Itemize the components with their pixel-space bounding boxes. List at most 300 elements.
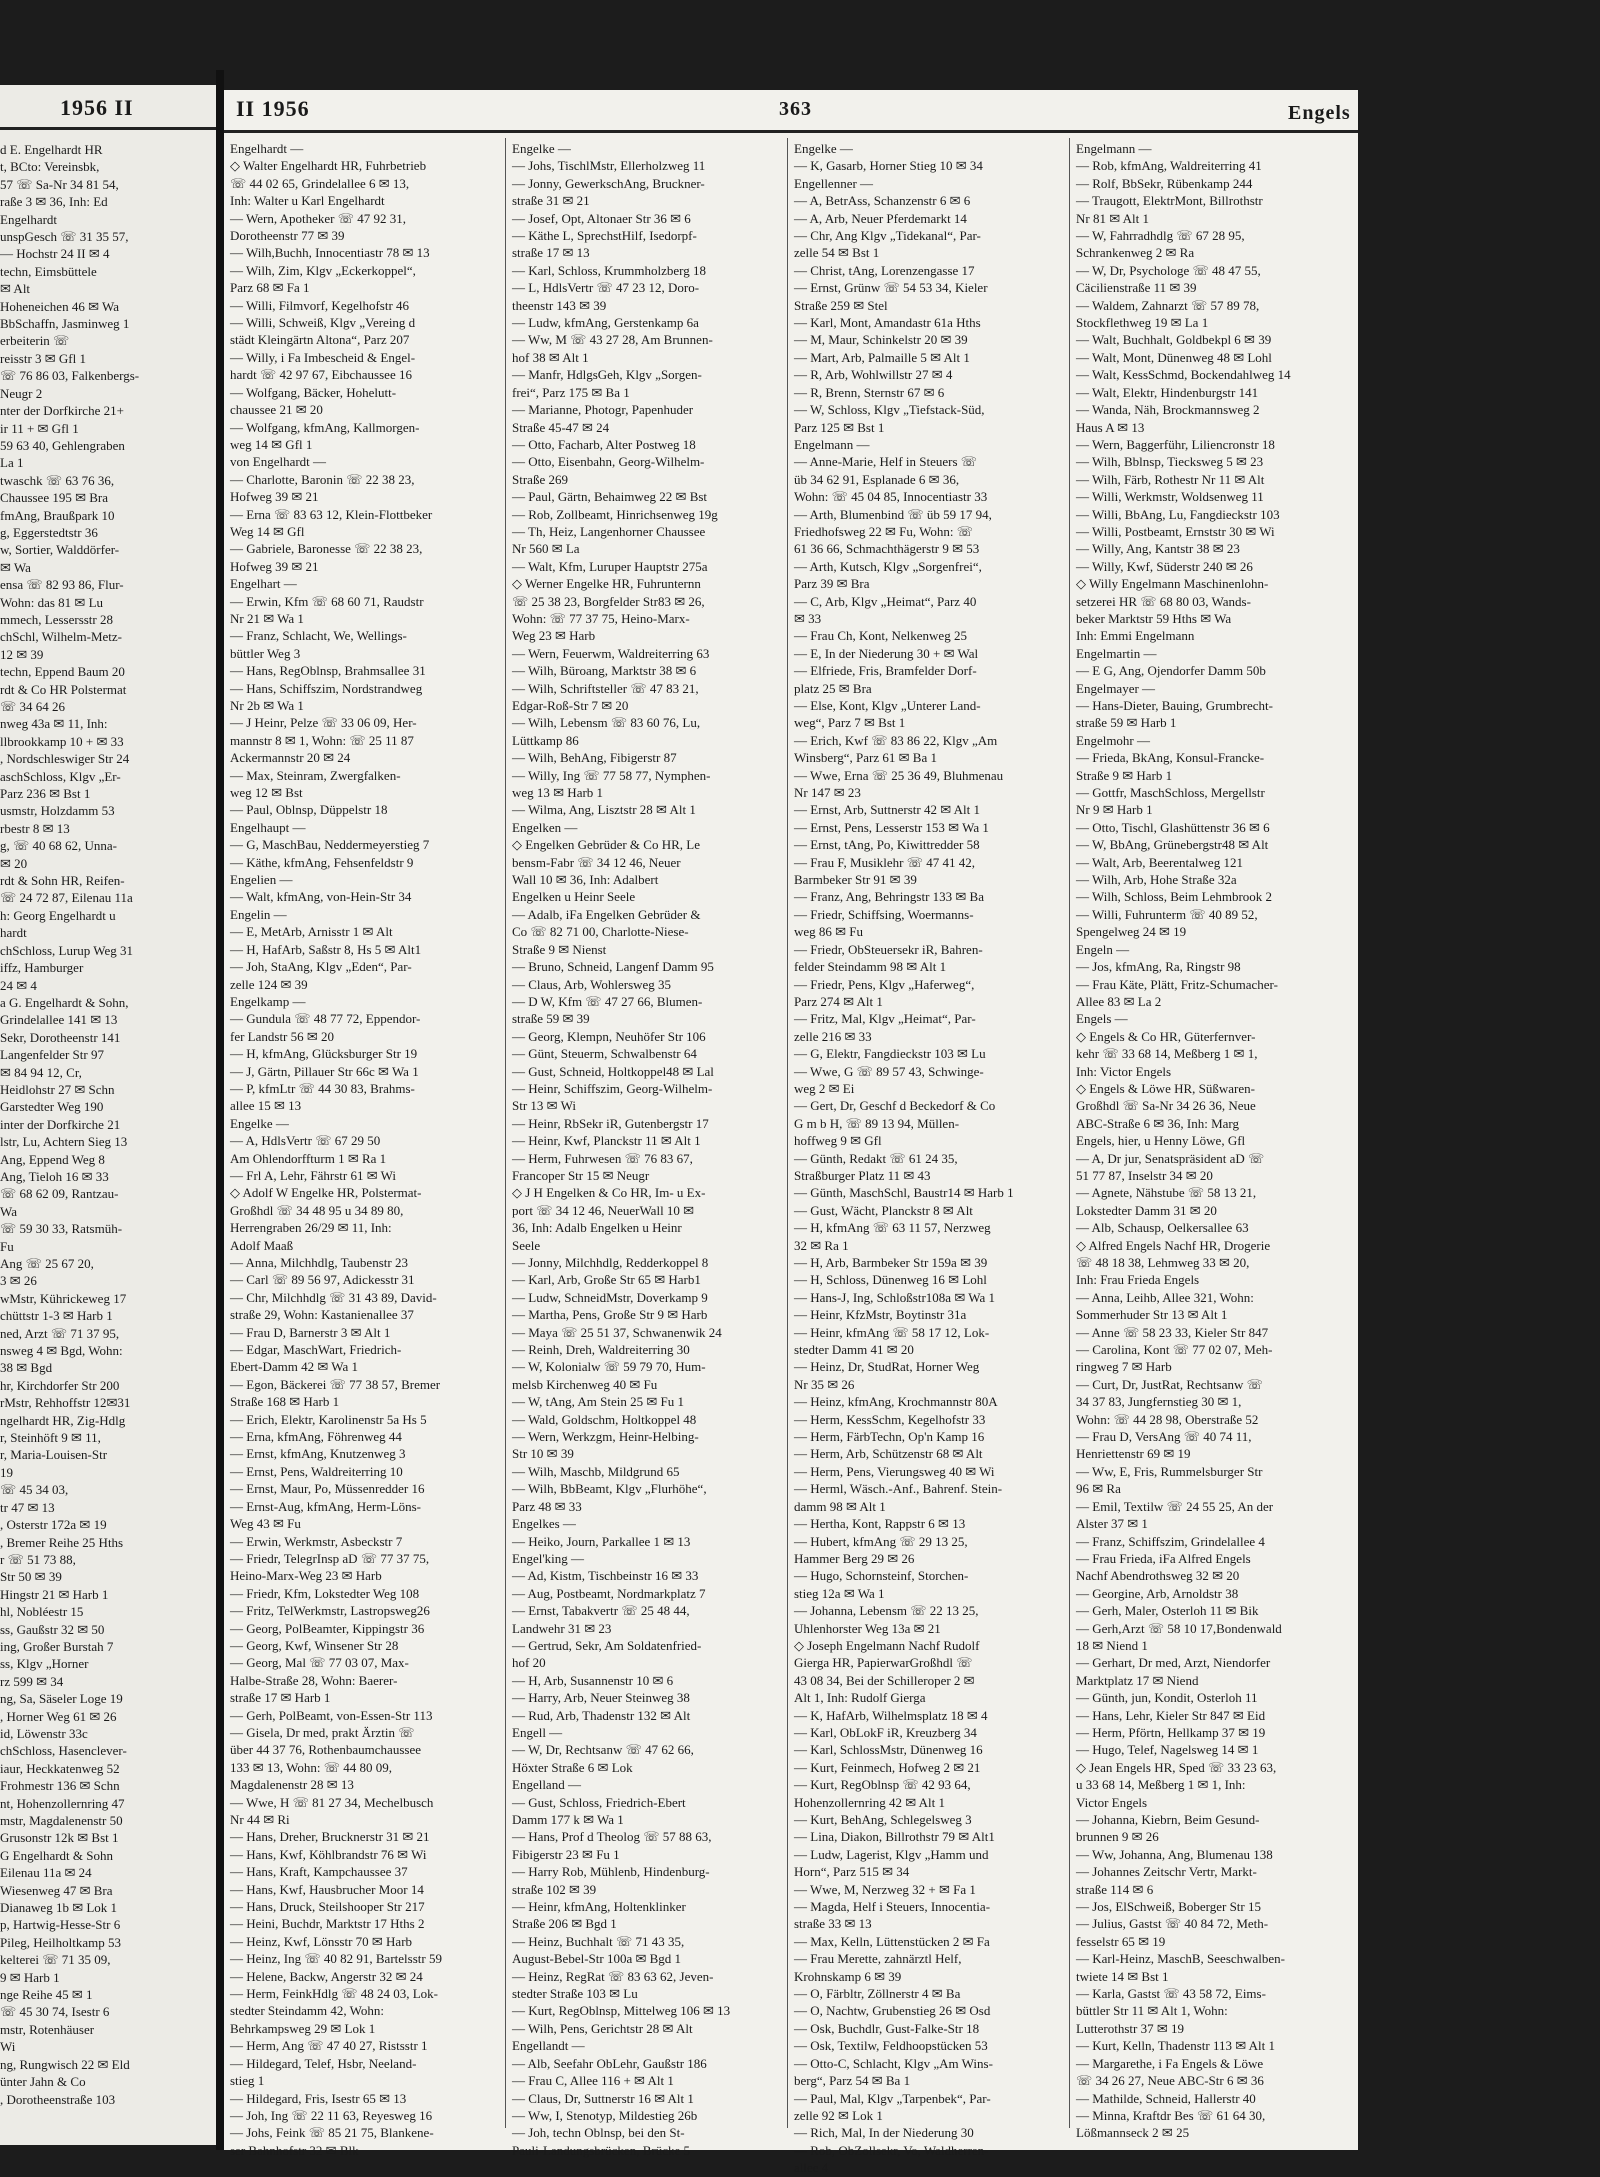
directory-line: theenstr 143 ✉ 39 bbox=[512, 297, 607, 313]
directory-line: — Heinr, kfmAng ☏ 58 17 12, Lok- bbox=[794, 1324, 990, 1340]
directory-line: — Wern, Baggerführ, Liliencronstr 18 bbox=[1076, 436, 1275, 452]
directory-line: rdt & Sohn HR, Reifen- bbox=[0, 873, 125, 889]
directory-line: chSchloss, Hasenclever- bbox=[0, 1743, 127, 1759]
directory-line: zelle 216 ✉ 33 bbox=[794, 1028, 872, 1044]
directory-line: techn, Eimsbüttele bbox=[0, 263, 97, 279]
directory-line: — G, MaschBau, Neddermeyerstieg 7 bbox=[230, 837, 430, 853]
directory-line: Weg 23 ✉ Harb bbox=[512, 628, 596, 644]
directory-line: — Heinz, Dr, StudRat, Horner Weg bbox=[794, 1359, 980, 1375]
directory-line: ◇ Willy Engelmann Maschinenlohn- bbox=[1076, 576, 1269, 592]
directory-line: — Ernst-Aug, kfmAng, Herm-Löns- bbox=[230, 1498, 421, 1514]
directory-line: ss, Klgv „Horner bbox=[0, 1656, 89, 1672]
directory-line: ◇ Adolf W Engelke HR, Polstermat- bbox=[230, 1185, 422, 1201]
directory-line: — Ad, Kistm, Tischbeinstr 16 ✉ 33 bbox=[512, 1568, 699, 1584]
directory-line: mstr, Rotenhäuser bbox=[0, 2021, 95, 2037]
directory-line: — Joh, StaAng, Klgv „Eden“, Par- bbox=[230, 959, 412, 975]
directory-line: weg 86 ✉ Fu bbox=[794, 924, 864, 940]
directory-line: — Wwe, M, Nerzweg 32 + ✉ Fa 1 bbox=[794, 1881, 976, 1897]
left-page bbox=[0, 85, 216, 2145]
directory-line: hr, Kirchdorfer Str 200 bbox=[0, 1377, 120, 1393]
directory-line: ing, Großer Burstah 7 bbox=[0, 1638, 114, 1654]
directory-line: chSchl, Wilhelm-Metz- bbox=[0, 629, 122, 645]
directory-line: — Käthe, kfmAng, Fehsenfeldstr 9 bbox=[230, 854, 414, 870]
directory-line: — Frau F, Musiklehr ☏ 47 41 42, bbox=[794, 854, 975, 870]
directory-line: — Magda, Helf i Steuers, Innocentia- bbox=[794, 1899, 991, 1915]
directory-line: nweg 43a ✉ 11, Inh: bbox=[0, 716, 108, 732]
directory-line: — W, Fahrradhdlg ☏ 67 28 95, bbox=[1076, 228, 1245, 244]
directory-line: — Walt, Mont, Dünenweg 48 ✉ Lohl bbox=[1076, 349, 1272, 365]
directory-line: g, Eggerstedtstr 36 bbox=[0, 524, 98, 540]
directory-line: — M, Maur, Schinkelstr 20 ✉ 39 bbox=[794, 332, 968, 348]
directory-line: Alt 1, Inh: Rudolf Gierga bbox=[794, 1690, 926, 1706]
directory-line: — Adalb, iFa Engelken Gebrüder & bbox=[512, 906, 701, 922]
directory-line: berg“, Parz 54 ✉ Ba 1 bbox=[794, 2073, 911, 2089]
directory-line: Henriettenstr 69 ✉ 19 bbox=[1076, 1446, 1191, 1462]
directory-line: — Ludw, kfmAng, Gerstenkamp 6a bbox=[512, 315, 699, 331]
directory-line: — Johs, TischlMstr, Ellerholzweg 11 bbox=[512, 158, 706, 174]
directory-line: Dorotheenstr 77 ✉ 39 bbox=[230, 228, 345, 244]
directory-line: Straße 168 ✉ Harb 1 bbox=[230, 1394, 340, 1410]
directory-line: — Heinz, kfmAng, Krochmannstr 80A bbox=[794, 1394, 998, 1410]
directory-line: — Wern, Apotheker ☏ 47 92 31, bbox=[230, 210, 407, 226]
directory-line: Engels, hier, u Henny Löwe, Gfl bbox=[1076, 1133, 1246, 1149]
directory-line: , Osterstr 172a ✉ 19 bbox=[0, 1517, 107, 1533]
directory-line: — Mathilde, Schneid, Hallerstr 40 bbox=[1076, 2090, 1256, 2106]
directory-line: Straße 9 ✉ Nienst bbox=[512, 941, 607, 957]
directory-line: inter der Dorfkirche 21 bbox=[0, 1116, 121, 1132]
directory-line: ◇ Engels & Löwe HR, Süßwaren- bbox=[1076, 1080, 1255, 1096]
directory-line: straße 17 ✉ Harb 1 bbox=[230, 1690, 331, 1706]
directory-line: llbrookkamp 10 + ✉ 33 bbox=[0, 733, 124, 749]
directory-line: kelterei ☏ 71 35 09, bbox=[0, 1952, 111, 1968]
directory-line: Wi bbox=[0, 2039, 16, 2055]
directory-line: Krohnskamp 6 ✉ 39 bbox=[794, 1968, 902, 1984]
directory-line: Str 10 ✉ 39 bbox=[512, 1446, 574, 1462]
directory-line: — Alb, Schausp, Oelkersallee 63 bbox=[1076, 1220, 1249, 1236]
directory-line: — Anna, Leihb, Allee 321, Wohn: bbox=[1076, 1289, 1254, 1305]
directory-line: — Franz, Schiffszim, Grindelallee 4 bbox=[1076, 1533, 1265, 1549]
directory-line: Dianaweg 1b ✉ Lok 1 bbox=[0, 1900, 118, 1916]
directory-line: — Ludw, Lagerist, Klgv „Hamm und bbox=[794, 1846, 989, 1862]
directory-line: — Willi, Fuhrunterm ☏ 40 89 52, bbox=[1076, 906, 1258, 922]
directory-line: — Ernst, tAng, Po, Kiwittredder 58 bbox=[794, 837, 980, 853]
directory-line: — Karl, Mont, Amandastr 61a Hths bbox=[794, 315, 981, 331]
directory-line: Engelkes — bbox=[512, 1516, 576, 1532]
directory-line: — Harry Rob, Mühlenb, Hindenburg- bbox=[512, 1864, 710, 1880]
directory-line: — Frau Frieda, iFa Alfred Engels bbox=[1076, 1550, 1251, 1566]
directory-line: — Wilh, Büroang, Marktstr 38 ✉ 6 bbox=[512, 663, 697, 679]
directory-line: Inh: Walter u Karl Engelhardt bbox=[230, 193, 385, 209]
directory-line: Weg 43 ✉ Fu bbox=[230, 1516, 301, 1532]
column-divider bbox=[787, 138, 788, 2128]
directory-line: Engelke — bbox=[512, 141, 571, 156]
directory-line: — Otto-C, Schlacht, Klgv „Am Wins- bbox=[794, 2055, 993, 2071]
directory-line: — Johannes Zeitschr Vertr, Markt- bbox=[1076, 1864, 1257, 1880]
directory-line: Wohn: das 81 ✉ Lu bbox=[0, 594, 104, 610]
directory-line: — A, Dr jur, Senatspräsident aD ☏ bbox=[1076, 1150, 1265, 1166]
directory-line: nsweg 4 ✉ Bgd, Wohn: bbox=[0, 1343, 123, 1359]
directory-line: — Gabriele, Baronesse ☏ 22 38 23, bbox=[230, 541, 423, 557]
directory-line: Ang ☏ 25 67 20, bbox=[0, 1256, 94, 1271]
directory-line: ng, Rungwisch 22 ✉ Eld bbox=[0, 2056, 130, 2072]
directory-line: — Ww, M ☏ 43 27 28, Am Brunnen- bbox=[512, 332, 713, 348]
directory-line: — Jos, kfmAng, Ra, Ringstr 98 bbox=[1076, 959, 1241, 975]
directory-line: h: Georg Engelhardt u bbox=[0, 907, 116, 923]
directory-line: — Wilh, Arb, Hohe Straße 32a bbox=[1076, 872, 1237, 888]
directory-line: 12 ✉ 39 bbox=[0, 646, 44, 662]
directory-line: Wall 10 ✉ 36, Inh: Adalbert bbox=[512, 872, 659, 888]
directory-line: ✉ 20 bbox=[0, 855, 28, 871]
directory-line: — Herm, Arb, Schützenstr 68 ✉ Alt bbox=[794, 1446, 983, 1462]
directory-line: — Gerh,Arzt ☏ 58 10 17,Bondenwald bbox=[1076, 1620, 1282, 1636]
directory-line: , Nordschleswiger Str 24 bbox=[0, 751, 130, 767]
directory-line: — Rich, Mal, In der Niederung 30 bbox=[794, 2125, 974, 2141]
directory-line: Frohmestr 136 ✉ Schn bbox=[0, 1778, 120, 1794]
directory-line: — Carl ☏ 89 56 97, Adickesstr 31 bbox=[230, 1272, 415, 1288]
directory-line: r ☏ 51 73 88, bbox=[0, 1551, 76, 1567]
left-header-rule bbox=[0, 127, 216, 130]
directory-line: brunnen 9 ✉ 26 bbox=[1076, 1829, 1159, 1845]
directory-line: — Gundula ☏ 48 77 72, Eppendor- bbox=[230, 1011, 421, 1027]
directory-line: — Heinr, Schiffszim, Georg-Wilhelm- bbox=[512, 1080, 713, 1096]
directory-line: — Heinr, kfmAng, Holtenklinker bbox=[512, 1899, 686, 1915]
directory-line: Straße 259 ✉ Stel bbox=[794, 297, 888, 313]
directory-line: wMstr, Kührickeweg 17 bbox=[0, 1290, 127, 1306]
directory-line: — D W, Kfm ☏ 47 27 66, Blumen- bbox=[512, 993, 703, 1009]
directory-line: — K, HafArb, Wilhelmsplatz 18 ✉ 4 bbox=[794, 1707, 988, 1723]
directory-line: — Anne ☏ 58 23 33, Kieler Str 847 bbox=[1076, 1324, 1269, 1340]
directory-line: — Charlotte, Baronin ☏ 22 38 23, bbox=[230, 471, 415, 487]
directory-line: rdt & Co HR Polstermat bbox=[0, 681, 127, 697]
directory-line: Parz 125 ✉ Bst 1 bbox=[794, 419, 885, 435]
directory-line: ◇ Alfred Engels Nachf HR, Drogerie bbox=[1076, 1237, 1271, 1253]
directory-line: — Hildegard, Telef, Hsbr, Neeland- bbox=[230, 2055, 417, 2071]
directory-line: — Agnete, Nähstube ☏ 58 13 21, bbox=[1076, 1185, 1257, 1201]
directory-line: — Friedr, TelegrInsp aD ☏ 77 37 75, bbox=[230, 1550, 430, 1566]
directory-line: — Ernst, Arb, Suttnerstr 42 ✉ Alt 1 bbox=[794, 802, 981, 818]
directory-column-4 bbox=[1076, 140, 1354, 2140]
directory-line: Parz 48 ✉ 33 bbox=[512, 1498, 582, 1514]
directory-line: Uhlenhorster Weg 13a ✉ 21 bbox=[794, 1620, 941, 1636]
directory-line: fmAng, Braußpark 10 bbox=[0, 507, 115, 523]
directory-line: — Chr, Ang Klgv „Tidekanal“, Par- bbox=[794, 228, 981, 244]
directory-line: büttler Weg 3 bbox=[230, 645, 301, 661]
directory-line: Haus A ✉ 13 bbox=[1076, 419, 1145, 435]
directory-line: Hohenzollernring 42 ✉ Alt 1 bbox=[794, 1794, 945, 1810]
directory-line: — A, Arb, Neuer Pferdemarkt 14 bbox=[794, 210, 967, 226]
directory-line: ☏ 25 38 23, Borgfelder Str83 ✉ 26, bbox=[512, 593, 705, 609]
directory-line: — Wolfgang, Bäcker, Hohelutt- bbox=[230, 384, 397, 400]
directory-line: — Gust, Wächt, Planckstr 8 ✉ Alt bbox=[794, 1202, 973, 1218]
directory-line: Nr 9 ✉ Harb 1 bbox=[1076, 802, 1153, 818]
directory-line: — E G, Ang, Ojendorfer Damm 50b bbox=[1076, 663, 1266, 679]
directory-line: fesselstr 65 ✉ 19 bbox=[1076, 1933, 1166, 1949]
directory-line: mmech, Lessersstr 28 bbox=[0, 611, 114, 627]
directory-line: Pauli-Landungsbrücken, Brücke 5 bbox=[512, 2142, 690, 2158]
directory-line: BbSchaffn, Jasminweg 1 bbox=[0, 316, 130, 332]
directory-line: — Hans, Kwf, Köhlbrandstr 76 ✉ Wi bbox=[230, 1846, 427, 1862]
directory-line: Ang, Tieloh 16 ✉ 33 bbox=[0, 1168, 109, 1184]
directory-line: — Wilh, Maschb, Mildgrund 65 bbox=[512, 1463, 680, 1479]
directory-line: — Karl, Arb, Große Str 65 ✉ Harb1 bbox=[512, 1272, 701, 1288]
directory-line: G Engelhardt & Sohn bbox=[0, 1847, 114, 1863]
directory-column-2 bbox=[512, 140, 784, 2158]
directory-line: — Karl, Schloss, Krummholzberg 18 bbox=[512, 262, 707, 278]
directory-line: Co ☏ 82 71 00, Charlotte-Niese- bbox=[512, 924, 689, 940]
directory-line: 34 37 83, Jungfernstieg 30 ✉ 1, bbox=[1076, 1394, 1242, 1410]
directory-line: — Mart, Arb, Palmaille 5 ✉ Alt 1 bbox=[794, 349, 970, 365]
directory-line: 51 77 87, Inselstr 34 ✉ 20 bbox=[1076, 1167, 1213, 1183]
directory-line: — Willi, Werkmstr, Woldsenweg 11 bbox=[1076, 489, 1264, 505]
directory-line: Magdalenenstr 28 ✉ 13 bbox=[230, 1777, 354, 1793]
directory-line: — Heinr, KfzMstr, Boytinstr 31a bbox=[794, 1307, 967, 1323]
directory-line: Eilenau 11a ✉ 24 bbox=[0, 1865, 92, 1881]
directory-line: ◇ Engelken Gebrüder & Co HR, Le bbox=[512, 837, 700, 853]
directory-line: d E. Engelhardt HR bbox=[0, 142, 103, 157]
directory-line: Ebert-Damm 42 ✉ Wa 1 bbox=[230, 1359, 359, 1375]
directory-line: — Günth, Redakt ☏ 61 24 35, bbox=[794, 1150, 958, 1166]
directory-line: — Frieda, BkAng, Konsul-Francke- bbox=[1076, 750, 1265, 766]
directory-line: Weg 14 ✉ Gfl bbox=[230, 523, 305, 539]
directory-line: — Friedr, Pens, Klgv „Haferweg“, bbox=[794, 976, 975, 992]
directory-line: Heino-Marx-Weg 23 ✉ Harb bbox=[230, 1568, 382, 1584]
directory-line: raße 3 ✉ 36, Inh: Ed bbox=[0, 194, 108, 210]
directory-line: — Johs, Feink ☏ 85 21 75, Blankene- bbox=[230, 2125, 434, 2141]
directory-line: — Willy, i Fa Imbescheid & Engel- bbox=[230, 349, 416, 365]
directory-line: nt, Hohenzollernring 47 bbox=[0, 1795, 125, 1811]
directory-line: Sommerhuder Str 13 ✉ Alt 1 bbox=[1076, 1307, 1228, 1323]
directory-line: — Hans, Schiffszim, Nordstrandweg bbox=[230, 680, 423, 696]
directory-line: — Heinr, RbSekr iR, Gutenbergstr 17 bbox=[512, 1115, 709, 1131]
directory-line: Parz 236 ✉ Bst 1 bbox=[0, 786, 91, 802]
directory-line: 43 08 34, Bei der Schilleroper 2 ✉ bbox=[794, 1672, 975, 1688]
directory-line: felder Steindamm 98 ✉ Alt 1 bbox=[794, 959, 947, 975]
directory-line: Parz 39 ✉ Bra bbox=[794, 576, 870, 592]
directory-line: fer Landstr 56 ✉ 20 bbox=[230, 1028, 335, 1044]
directory-line: Straße 269 bbox=[512, 471, 568, 487]
directory-line: — Arth, Kutsch, Klgv „Sorgenfrei“, bbox=[794, 558, 982, 574]
directory-line: stieg 12a ✉ Wa 1 bbox=[794, 1585, 885, 1601]
directory-column-3 bbox=[794, 140, 1066, 2176]
directory-line: — Heinz, Kwf, Lönsstr 70 ✉ Harb bbox=[230, 1933, 413, 1949]
directory-line: von Engelhardt — bbox=[230, 454, 327, 470]
directory-line: — H, kfmAng, Glücksburger Str 19 bbox=[230, 1046, 418, 1062]
directory-line: — Harry, Arb, Neuer Steinweg 38 bbox=[512, 1690, 690, 1706]
directory-line: Inh: Victor Engels bbox=[1076, 1063, 1172, 1079]
directory-line: — Aug, Postbeamt, Nordmarkplatz 7 bbox=[512, 1585, 706, 1601]
directory-line: 61 36 66, Schmachthägerstr 9 ✉ 53 bbox=[794, 541, 980, 557]
directory-line: — Kurt, Kelln, Thadenstr 113 ✉ Alt 1 bbox=[1076, 2038, 1276, 2054]
directory-line: 9 ✉ Harb 1 bbox=[0, 1969, 60, 1985]
directory-line: — Traugott, ElektrMont, Billrothstr bbox=[1076, 193, 1263, 209]
directory-line: — Käthe L, SprechstHilf, Isedorpf- bbox=[512, 228, 697, 244]
directory-line: — Georg, Mal ☏ 77 03 07, Max- bbox=[230, 1655, 409, 1671]
page-number: 363 bbox=[779, 98, 812, 120]
directory-line: ☏ 59 30 33, Ratsmüh- bbox=[0, 1221, 123, 1237]
directory-line: — Willi, Schweiß, Klgv „Vereing d bbox=[230, 315, 416, 331]
directory-line: Victor Engels bbox=[1076, 1794, 1148, 1810]
directory-line: t, BCto: Vereinsbk, bbox=[0, 159, 100, 175]
directory-line: üb 34 62 91, Esplanade 6 ✉ 36, bbox=[794, 471, 960, 487]
directory-line: — Frau Käte, Plätt, Fritz-Schumacher- bbox=[1076, 976, 1278, 992]
directory-line: Straße 45-47 ✉ 24 bbox=[512, 419, 610, 435]
directory-line: — Walt, KessSchmd, Bockendahlweg 14 bbox=[1076, 367, 1291, 383]
directory-line: — Herm, Ang ☏ 47 40 27, Ristsstr 1 bbox=[230, 2038, 428, 2054]
directory-line: ned, Arzt ☏ 71 37 95, bbox=[0, 1325, 120, 1341]
directory-line: — Ww, Johanna, Ang, Blumenau 138 bbox=[1076, 1846, 1273, 1862]
directory-line: Parz 274 ✉ Alt 1 bbox=[794, 993, 883, 1009]
directory-line: — W, Kolonialw ☏ 59 79 70, Hum- bbox=[512, 1359, 706, 1375]
directory-line: — Herm, FärbTechn, Op'n Kamp 16 bbox=[794, 1429, 985, 1445]
directory-line: ◇ J H Engelken & Co HR, Im- u Ex- bbox=[512, 1185, 706, 1201]
directory-line: — Erich, Kwf ☏ 83 86 22, Klgv „Am bbox=[794, 732, 998, 748]
directory-line: — Willy, Kwf, Süderstr 240 ✉ 26 bbox=[1076, 558, 1253, 574]
directory-line: — Heiko, Journ, Parkallee 1 ✉ 13 bbox=[512, 1533, 691, 1549]
directory-line: — Jonny, GewerkschAng, Bruckner- bbox=[512, 175, 705, 191]
directory-line: Schrankenweg 2 ✉ Ra bbox=[1076, 245, 1195, 261]
directory-line: port ☏ 34 12 46, NeuerWall 10 ✉ bbox=[512, 1202, 695, 1218]
directory-line: stedter Steindamm 42, Wohn: bbox=[230, 2003, 384, 2019]
directory-line: — Erna, kfmAng, Föhrenweg 44 bbox=[230, 1429, 402, 1445]
directory-line: — Willi, Filmvorf, Kegelhofstr 46 bbox=[230, 297, 410, 313]
directory-line: ringweg 7 ✉ Harb bbox=[1076, 1359, 1172, 1375]
directory-line: — Hans, Dreher, Brucknerstr 31 ✉ 21 bbox=[230, 1829, 430, 1845]
directory-line: r, Steinhöft 9 ✉ 11, bbox=[0, 1430, 101, 1446]
directory-line: — Gerhart, Dr med, Arzt, Niendorfer bbox=[1076, 1655, 1271, 1671]
directory-line: Wiesenweg 47 ✉ Bra bbox=[0, 1882, 113, 1898]
directory-line: — Paul, Mal, Klgv „Tarpenbek“, Par- bbox=[794, 2090, 991, 2106]
directory-line: nter der Dorfkirche 21+ bbox=[0, 403, 124, 419]
directory-line: Engelhardt bbox=[0, 211, 58, 227]
directory-line: ☏ 48 18 38, Lehmweg 33 ✉ 20, bbox=[1076, 1255, 1250, 1270]
directory-line: Straße 9 ✉ Harb 1 bbox=[1076, 767, 1173, 783]
directory-line: Lößmannseck 2 ✉ 25 bbox=[1076, 2125, 1190, 2141]
directory-line: — Christ, tAng, Lorenzengasse 17 bbox=[794, 262, 975, 278]
directory-line: Engelken u Heinr Seele bbox=[512, 889, 636, 905]
directory-line: Straßburger Platz 11 ✉ 43 bbox=[794, 1167, 931, 1183]
directory-line: Engel'king — bbox=[512, 1550, 585, 1566]
column-divider bbox=[505, 138, 506, 2128]
directory-line: — Walt, kfmAng, von-Hein-Str 34 bbox=[230, 889, 412, 905]
directory-line: Gierga HR, PapierwarGroßhdl ☏ bbox=[794, 1655, 973, 1671]
directory-line: — Willy, Ang, Kantstr 38 ✉ 23 bbox=[1076, 541, 1240, 557]
directory-line: — Josef, Opt, Altonaer Str 36 ✉ 6 bbox=[512, 210, 691, 226]
directory-line: Nr 21 ✉ Wa 1 bbox=[230, 610, 304, 626]
running-head-engels: Engels bbox=[1288, 102, 1351, 124]
directory-line: — Hans-J, Ing, Schloßstr108a ✉ Wa 1 bbox=[794, 1289, 995, 1305]
column-divider bbox=[1069, 138, 1070, 2128]
directory-line: — W, Dr, Rechtsanw ☏ 47 62 66, bbox=[512, 1742, 694, 1758]
directory-line: Seele bbox=[512, 1237, 541, 1253]
directory-line: usmstr, Holzdamm 53 bbox=[0, 803, 115, 819]
directory-line: 3 ✉ 26 bbox=[0, 1273, 37, 1289]
directory-line: frei“, Parz 175 ✉ Ba 1 bbox=[512, 384, 630, 400]
directory-line: — Curt, Dr, JustRat, Rechtsanw ☏ bbox=[1076, 1376, 1263, 1392]
directory-line: — Ww, I, Stenotyp, Mildestieg 26b bbox=[512, 2107, 698, 2123]
directory-line: aschSchloss, Klgv „Er- bbox=[0, 768, 121, 784]
left-page-column bbox=[0, 141, 214, 2141]
directory-line: — Ernst, kfmAng, Knutzenweg 3 bbox=[230, 1446, 406, 1462]
directory-line: Engelke — bbox=[230, 1115, 289, 1131]
directory-line: straße 31 ✉ 21 bbox=[512, 193, 590, 209]
directory-line: — Max, Kelln, Lüttenstücken 2 ✉ Fa bbox=[794, 1933, 990, 1949]
directory-line: chSchloss, Lurup Weg 31 bbox=[0, 942, 134, 958]
directory-line: id, Löwenstr 33c bbox=[0, 1725, 88, 1741]
directory-line: Engelmayer — bbox=[1076, 680, 1156, 696]
directory-line: Nr 560 ✉ La bbox=[512, 541, 580, 557]
directory-line: Damm 177 k ✉ Wa 1 bbox=[512, 1812, 624, 1827]
directory-line: — R, Brenn, Sternstr 67 ✉ 6 bbox=[794, 384, 945, 400]
directory-line: — Waldem, Zahnarzt ☏ 57 89 78, bbox=[1076, 297, 1260, 313]
directory-line: — L, HdlsVertr ☏ 47 23 12, Doro- bbox=[512, 280, 700, 296]
directory-line: Hingstr 21 ✉ Harb 1 bbox=[0, 1586, 109, 1602]
directory-line: — Hugo, Schornsteinf, Storchen- bbox=[794, 1568, 969, 1584]
directory-line: twiete 14 ✉ Bst 1 bbox=[1076, 1968, 1169, 1984]
directory-line: — Martha, Pens, Große Str 9 ✉ Harb bbox=[512, 1307, 708, 1323]
directory-line: Garstedter Weg 190 bbox=[0, 1099, 104, 1115]
directory-line: Engelland — bbox=[512, 1777, 581, 1793]
directory-line: — G, Elektr, Fangdieckstr 103 ✉ Lu bbox=[794, 1046, 986, 1062]
directory-line: — Hochstr 24 II ✉ 4 bbox=[0, 246, 110, 262]
directory-line: — W, BbAng, Grünebergstr48 ✉ Alt bbox=[1076, 837, 1269, 853]
directory-line: — Osk, Buchdlr, Gust-Falke-Str 18 bbox=[794, 2020, 980, 2036]
directory-line: Engelmartin — bbox=[1076, 645, 1157, 661]
directory-line: — J Heinr, Pelze ☏ 33 06 09, Her- bbox=[230, 715, 417, 731]
directory-line: — Gerh, Maler, Osterloh 11 ✉ Bik bbox=[1076, 1603, 1259, 1619]
directory-line: — Walt, Elektr, Hindenburgstr 141 bbox=[1076, 384, 1259, 400]
directory-line: Am Ohlendorffturm 1 ✉ Ra 1 bbox=[230, 1150, 387, 1166]
directory-line: büttler Str 11 ✉ Alt 1, Wohn: bbox=[1076, 2003, 1228, 2019]
directory-line: — Karl-Heinz, MaschB, Seeschwalben- bbox=[1076, 1951, 1286, 1967]
directory-line: — Wwe, H ☏ 81 27 34, Mechelbusch bbox=[230, 1794, 434, 1810]
directory-line: — Kurt, RegOblnsp, Mittelweg 106 ✉ 13 bbox=[512, 2003, 731, 2019]
directory-line: Adolf Maaß bbox=[230, 1237, 294, 1253]
directory-line: Str 50 ✉ 39 bbox=[0, 1569, 62, 1585]
directory-line: städt Kleingärtn Altona“, Parz 207 bbox=[230, 332, 410, 348]
directory-line: — Franz, Ang, Behringstr 133 ✉ Ba bbox=[794, 889, 984, 905]
directory-line: stieg 1 bbox=[230, 2073, 265, 2089]
directory-line: — Joh, techn Oblnsp, bei den St- bbox=[512, 2125, 685, 2141]
directory-line: — Rud, Arb, Thadenstr 132 ✉ Alt bbox=[512, 1707, 691, 1723]
directory-line: Straße 206 ✉ Bgd 1 bbox=[512, 1916, 617, 1932]
directory-line: — Ernst, Pens, Lesserstr 153 ✉ Wa 1 bbox=[794, 819, 989, 835]
directory-line: Engelmann — bbox=[794, 436, 870, 452]
directory-line: ir 11 + ✉ Gfl 1 bbox=[0, 420, 79, 436]
directory-line: — Wilh, Zim, Klgv „Eckerkoppel“, bbox=[230, 262, 416, 278]
directory-line: — H, Schloss, Dünenweg 16 ✉ Lohl bbox=[794, 1272, 987, 1288]
directory-line: 24 ✉ 4 bbox=[0, 977, 37, 993]
directory-line: — Herm, KessSchm, Kegelhofstr 33 bbox=[794, 1411, 986, 1427]
directory-line: — H, Arb, Susannenstr 10 ✉ 6 bbox=[512, 1672, 674, 1688]
directory-line: Höxter Straße 6 ✉ Lok bbox=[512, 1759, 633, 1775]
directory-line: Landwehr 31 ✉ 23 bbox=[512, 1620, 612, 1636]
directory-line: — Heinr, Kwf, Planckstr 11 ✉ Alt 1 bbox=[512, 1133, 701, 1149]
directory-line: — Hertha, Kont, Rappstr 6 ✉ 13 bbox=[794, 1516, 966, 1532]
directory-line: Parz 68 ✉ Fa 1 bbox=[230, 280, 310, 296]
directory-line: mstr, Magdalenenstr 50 bbox=[0, 1813, 123, 1828]
directory-line: 57 ☏ Sa-Nr 34 81 54, bbox=[0, 176, 119, 192]
directory-line: — Arth, Blumenbind ☏ üb 59 17 94, bbox=[794, 506, 992, 522]
directory-line: , Dorotheenstraße 103 bbox=[0, 2091, 116, 2107]
directory-line: — Wern, Werkzgm, Heinr-Helbing- bbox=[512, 1429, 699, 1445]
directory-line: — Gust, Schloss, Friedrich-Ebert bbox=[512, 1794, 686, 1810]
directory-line: — Heinz, Buchhalt ☏ 71 43 35, bbox=[512, 1933, 685, 1949]
directory-line: melsb Kirchenweg 40 ✉ Fu bbox=[512, 1376, 658, 1392]
directory-line: stedter Damm 41 ✉ 20 bbox=[794, 1342, 914, 1358]
directory-line: — Erich, Elektr, Karolinenstr 5a Hs 5 bbox=[230, 1411, 427, 1427]
directory-line: — Chr, Milchhdlg ☏ 31 43 89, David- bbox=[230, 1289, 437, 1305]
right-page-header-left: II 1956 bbox=[236, 96, 310, 121]
